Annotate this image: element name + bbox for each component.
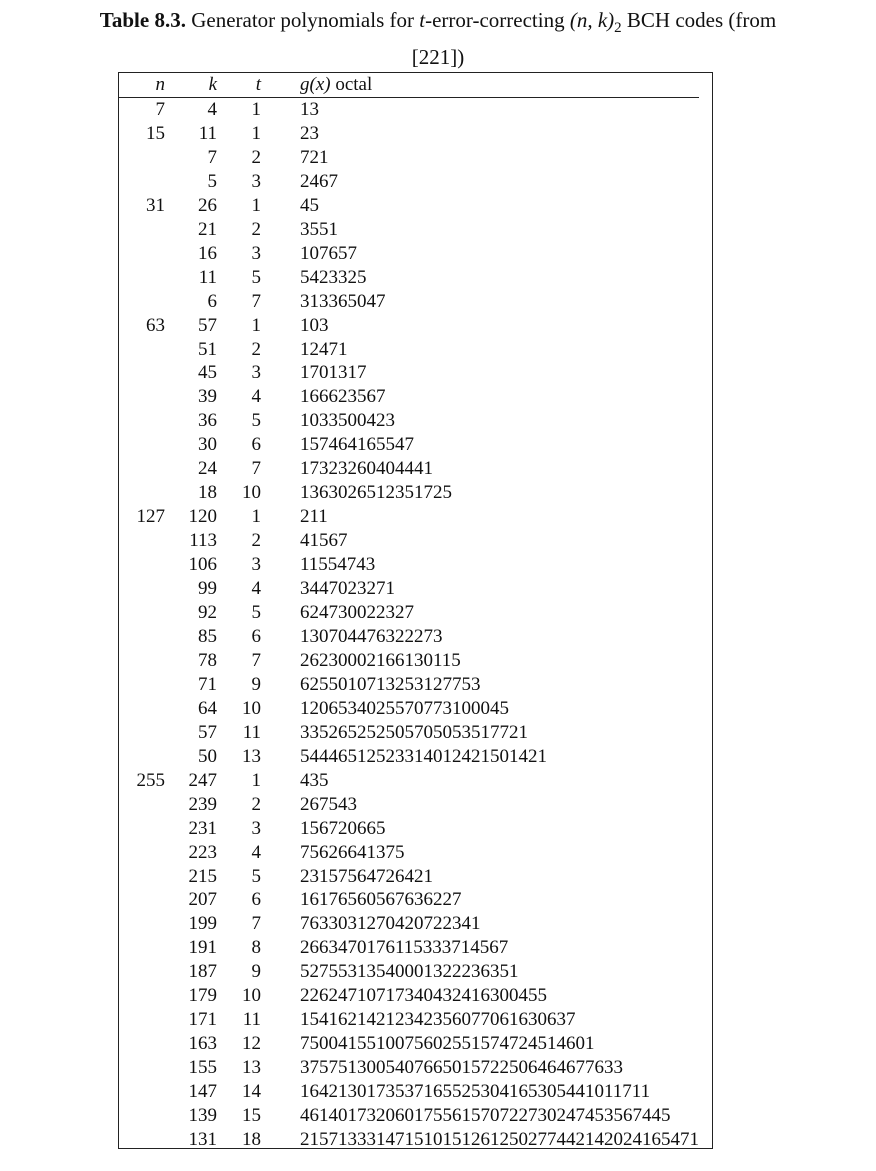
cell-k: 11 xyxy=(198,266,217,288)
cell-n xyxy=(119,170,165,194)
cell-k: 120 xyxy=(188,506,217,528)
cell-g: 22624710717340432416300455 xyxy=(300,985,547,1007)
cell-n xyxy=(119,385,165,409)
cell-n: 63 xyxy=(146,314,165,336)
cell-g: 335265252505705053517721 xyxy=(300,721,528,743)
table-row xyxy=(119,1008,699,1032)
table-row xyxy=(119,1080,699,1104)
cell-n xyxy=(119,625,165,649)
cell-t: 5 xyxy=(251,410,261,432)
table-row xyxy=(119,529,699,553)
cell-n xyxy=(119,888,165,912)
cell-g: 461401732060175561570722730247453567445 xyxy=(300,1105,671,1127)
cell-n xyxy=(119,433,165,457)
cell-t: 6 xyxy=(251,434,261,456)
cell-n xyxy=(119,409,165,433)
cell-n: 255 xyxy=(136,769,165,791)
cell-t: 5 xyxy=(251,266,261,288)
cell-k: 45 xyxy=(198,362,217,384)
table-row xyxy=(119,194,699,218)
cell-k: 171 xyxy=(188,1009,217,1031)
table-row xyxy=(119,170,699,194)
cell-t: 10 xyxy=(242,482,261,504)
cell-n xyxy=(119,290,165,314)
cell-n xyxy=(119,912,165,936)
cell-g: 3757513005407665015722506464677633 xyxy=(300,1057,623,1079)
cell-t: 13 xyxy=(242,745,261,767)
cell-g: 6255010713253127753 xyxy=(300,673,481,695)
cell-n xyxy=(119,745,165,769)
cell-g: 3447023271 xyxy=(300,578,395,600)
cell-k: 18 xyxy=(198,482,217,504)
table-row xyxy=(119,242,699,266)
cell-k: 21 xyxy=(198,218,217,240)
cell-g: 23 xyxy=(300,122,319,144)
cell-t: 8 xyxy=(251,937,261,959)
table-row xyxy=(119,314,699,338)
cell-k: 4 xyxy=(207,99,217,120)
caption-subscript: 2 xyxy=(614,20,622,37)
cell-g: 1206534025570773100045 xyxy=(300,697,509,719)
table-row xyxy=(119,290,699,314)
cell-g: 1363026512351725 xyxy=(300,482,452,504)
cell-k: 39 xyxy=(198,386,217,408)
cell-g: 435 xyxy=(300,769,329,791)
cell-t: 3 xyxy=(251,554,261,576)
cell-g: 16176560567636227 xyxy=(300,889,462,911)
cell-k: 5 xyxy=(207,170,217,192)
header-k: k xyxy=(165,73,217,98)
cell-n xyxy=(119,146,165,170)
cell-t: 4 xyxy=(251,386,261,408)
cell-k: 85 xyxy=(198,625,217,647)
cell-k: 247 xyxy=(188,769,217,791)
cell-k: 30 xyxy=(198,434,217,456)
cell-g: 130704476322273 xyxy=(300,625,443,647)
table-header-row xyxy=(119,73,699,98)
cell-g: 12471 xyxy=(300,338,348,360)
table-row xyxy=(119,1104,699,1128)
cell-t: 2 xyxy=(251,218,261,240)
cell-k: 155 xyxy=(188,1057,217,1079)
cell-k: 6 xyxy=(207,290,217,312)
cell-k: 239 xyxy=(188,793,217,815)
cell-g: 13 xyxy=(300,99,319,120)
cell-k: 163 xyxy=(188,1033,217,1055)
cell-n xyxy=(119,865,165,889)
cell-n xyxy=(119,960,165,984)
cell-g: 52755313540001322236351 xyxy=(300,961,519,983)
cell-n xyxy=(119,242,165,266)
cell-g: 166623567 xyxy=(300,386,386,408)
cell-g: 11554743 xyxy=(300,554,376,576)
cell-k: 71 xyxy=(198,673,217,695)
table-row xyxy=(119,745,699,769)
cell-k: 57 xyxy=(198,721,217,743)
cell-g: 156720665 xyxy=(300,817,386,839)
cell-k: 131 xyxy=(188,1128,217,1150)
cell-n xyxy=(119,1128,165,1152)
cell-k: 36 xyxy=(198,410,217,432)
cell-t: 9 xyxy=(251,673,261,695)
cell-g: 267543 xyxy=(300,793,357,815)
cell-n xyxy=(119,649,165,673)
table-row xyxy=(119,865,699,889)
cell-g: 313365047 xyxy=(300,290,386,312)
cell-g: 1701317 xyxy=(300,362,367,384)
caption-t-var: t xyxy=(419,8,426,32)
cell-g: 107657 xyxy=(300,242,357,264)
cell-t: 2 xyxy=(251,530,261,552)
cell-t: 11 xyxy=(242,721,261,743)
cell-k: 7 xyxy=(207,146,217,168)
cell-k: 147 xyxy=(188,1081,217,1103)
table-row xyxy=(119,553,699,577)
cell-g: 15416214212342356077061630637 xyxy=(300,1009,576,1031)
cell-n xyxy=(119,553,165,577)
table-body xyxy=(119,98,699,1152)
cell-t: 2 xyxy=(251,146,261,168)
table-caption xyxy=(20,6,856,72)
cell-k: 11 xyxy=(198,122,217,144)
cell-n xyxy=(119,1056,165,1080)
cell-n xyxy=(119,721,165,745)
cell-g: 26230002166130115 xyxy=(300,649,461,671)
cell-k: 99 xyxy=(198,578,217,600)
cell-t: 6 xyxy=(251,625,261,647)
cell-t: 7 xyxy=(251,458,261,480)
table-row xyxy=(119,146,699,170)
cell-n xyxy=(119,218,165,242)
cell-n xyxy=(119,457,165,481)
table-row xyxy=(119,218,699,242)
cell-n xyxy=(119,697,165,721)
table-row xyxy=(119,841,699,865)
cell-g: 45 xyxy=(300,194,319,216)
cell-k: 113 xyxy=(189,530,217,552)
cell-n xyxy=(119,1104,165,1128)
table-row xyxy=(119,625,699,649)
table-row xyxy=(119,338,699,362)
cell-t: 13 xyxy=(242,1057,261,1079)
cell-t: 12 xyxy=(242,1033,261,1055)
table-row xyxy=(119,1056,699,1080)
caption-text-3: BCH codes (from xyxy=(621,8,777,32)
caption-text-2: -error-correcting xyxy=(425,8,570,32)
table-row xyxy=(119,505,699,529)
table-row xyxy=(119,721,699,745)
cell-k: 50 xyxy=(198,745,217,767)
cell-n xyxy=(119,841,165,865)
cell-t: 3 xyxy=(251,170,261,192)
table-row xyxy=(119,122,699,146)
cell-t: 2 xyxy=(251,793,261,815)
cell-n xyxy=(119,1008,165,1032)
cell-t: 7 xyxy=(251,290,261,312)
cell-k: 187 xyxy=(188,961,217,983)
table-row xyxy=(119,577,699,601)
cell-n xyxy=(119,361,165,385)
cell-k: 57 xyxy=(198,314,217,336)
cell-n xyxy=(119,601,165,625)
table-row xyxy=(119,817,699,841)
table-row xyxy=(119,385,699,409)
table-row xyxy=(119,936,699,960)
table-row xyxy=(119,266,699,290)
cell-g: 5423325 xyxy=(300,266,367,288)
cell-k: 207 xyxy=(188,889,217,911)
cell-n xyxy=(119,817,165,841)
cell-t: 3 xyxy=(251,362,261,384)
cell-t: 4 xyxy=(251,841,261,863)
cell-k: 78 xyxy=(198,649,217,671)
cell-k: 16 xyxy=(198,242,217,264)
table-row xyxy=(119,409,699,433)
cell-t: 10 xyxy=(242,985,261,1007)
table-row xyxy=(119,673,699,697)
cell-g: 54446512523314012421501421 xyxy=(300,745,547,767)
cell-t: 9 xyxy=(251,961,261,983)
cell-n xyxy=(119,577,165,601)
cell-t: 7 xyxy=(251,649,261,671)
table-row xyxy=(119,697,699,721)
table-row xyxy=(119,98,699,122)
cell-g: 2663470176115333714567 xyxy=(300,937,509,959)
cell-g: 1033500423 xyxy=(300,410,395,432)
cell-t: 2 xyxy=(251,338,261,360)
cell-n xyxy=(119,1080,165,1104)
cell-n: 15 xyxy=(146,122,165,144)
cell-g: 2467 xyxy=(300,170,338,192)
cell-g: 3551 xyxy=(300,218,338,240)
cell-t: 6 xyxy=(251,889,261,911)
cell-g: 7500415510075602551574724514601 xyxy=(300,1033,595,1055)
table-row xyxy=(119,1032,699,1056)
caption-label: Table 8.3. xyxy=(99,8,186,32)
cell-g: 7633031270420722341 xyxy=(300,913,481,935)
header-t: t xyxy=(217,73,261,98)
cell-g: 17323260404441 xyxy=(300,458,433,480)
cell-t: 5 xyxy=(251,865,261,887)
cell-t: 1 xyxy=(251,99,261,120)
table-row xyxy=(119,481,699,505)
header-g: g(x) octal xyxy=(261,73,699,98)
cell-n xyxy=(119,529,165,553)
cell-g: 624730022327 xyxy=(300,602,414,624)
cell-t: 3 xyxy=(251,817,261,839)
cell-g: 41567 xyxy=(300,530,348,552)
cell-n: 31 xyxy=(146,194,165,216)
cell-k: 215 xyxy=(188,865,217,887)
cell-k: 26 xyxy=(198,194,217,216)
table-row xyxy=(119,888,699,912)
table-row xyxy=(119,769,699,793)
table-row xyxy=(119,361,699,385)
table-row xyxy=(119,793,699,817)
cell-n: 7 xyxy=(155,99,165,120)
cell-g: 1642130173537165525304165305441011711 xyxy=(300,1081,651,1103)
table-row xyxy=(119,649,699,673)
cell-t: 5 xyxy=(251,602,261,624)
cell-k: 64 xyxy=(198,697,217,719)
cell-t: 7 xyxy=(251,913,261,935)
cell-n xyxy=(119,338,165,362)
caption-text-1: Generator polynomials for xyxy=(191,8,420,32)
cell-k: 24 xyxy=(198,458,217,480)
cell-g: 211 xyxy=(300,506,328,528)
cell-n xyxy=(119,793,165,817)
cell-k: 223 xyxy=(188,841,217,863)
header-n: n xyxy=(119,73,165,98)
cell-t: 11 xyxy=(242,1009,261,1031)
cell-k: 191 xyxy=(188,937,217,959)
cell-t: 4 xyxy=(251,578,261,600)
cell-k: 106 xyxy=(188,554,217,576)
cell-g: 23157564726421 xyxy=(300,865,433,887)
cell-k: 92 xyxy=(198,602,217,624)
cell-n xyxy=(119,266,165,290)
table-row xyxy=(119,912,699,936)
cell-g: 75626641375 xyxy=(300,841,405,863)
caption-nk: (n, k) xyxy=(569,8,615,32)
cell-n xyxy=(119,673,165,697)
cell-t: 1 xyxy=(251,194,261,216)
cell-t: 1 xyxy=(251,506,261,528)
table-row xyxy=(119,433,699,457)
table-row xyxy=(119,984,699,1008)
cell-g: 215713331471510151261250277442142024165471 xyxy=(300,1128,699,1150)
cell-t: 15 xyxy=(242,1105,261,1127)
cell-t: 1 xyxy=(251,769,261,791)
bch-table xyxy=(118,72,713,1149)
cell-t: 1 xyxy=(251,314,261,336)
cell-k: 199 xyxy=(188,913,217,935)
cell-n xyxy=(119,984,165,1008)
cell-t: 1 xyxy=(251,122,261,144)
cell-k: 51 xyxy=(198,338,217,360)
cell-t: 18 xyxy=(242,1128,261,1150)
cell-n xyxy=(119,481,165,505)
caption-line2: [221]) xyxy=(411,45,465,70)
cell-g: 157464165547 xyxy=(300,434,414,456)
cell-n xyxy=(119,1032,165,1056)
table-row xyxy=(119,1128,699,1152)
cell-g: 721 xyxy=(300,146,329,168)
cell-g: 103 xyxy=(300,314,329,336)
cell-k: 139 xyxy=(188,1105,217,1127)
cell-t: 14 xyxy=(242,1081,261,1103)
cell-n xyxy=(119,936,165,960)
cell-t: 10 xyxy=(242,697,261,719)
table-row xyxy=(119,601,699,625)
table-row xyxy=(119,960,699,984)
cell-k: 231 xyxy=(188,817,217,839)
table-row xyxy=(119,457,699,481)
cell-k: 179 xyxy=(188,985,217,1007)
cell-n: 127 xyxy=(136,506,165,528)
cell-t: 3 xyxy=(251,242,261,264)
